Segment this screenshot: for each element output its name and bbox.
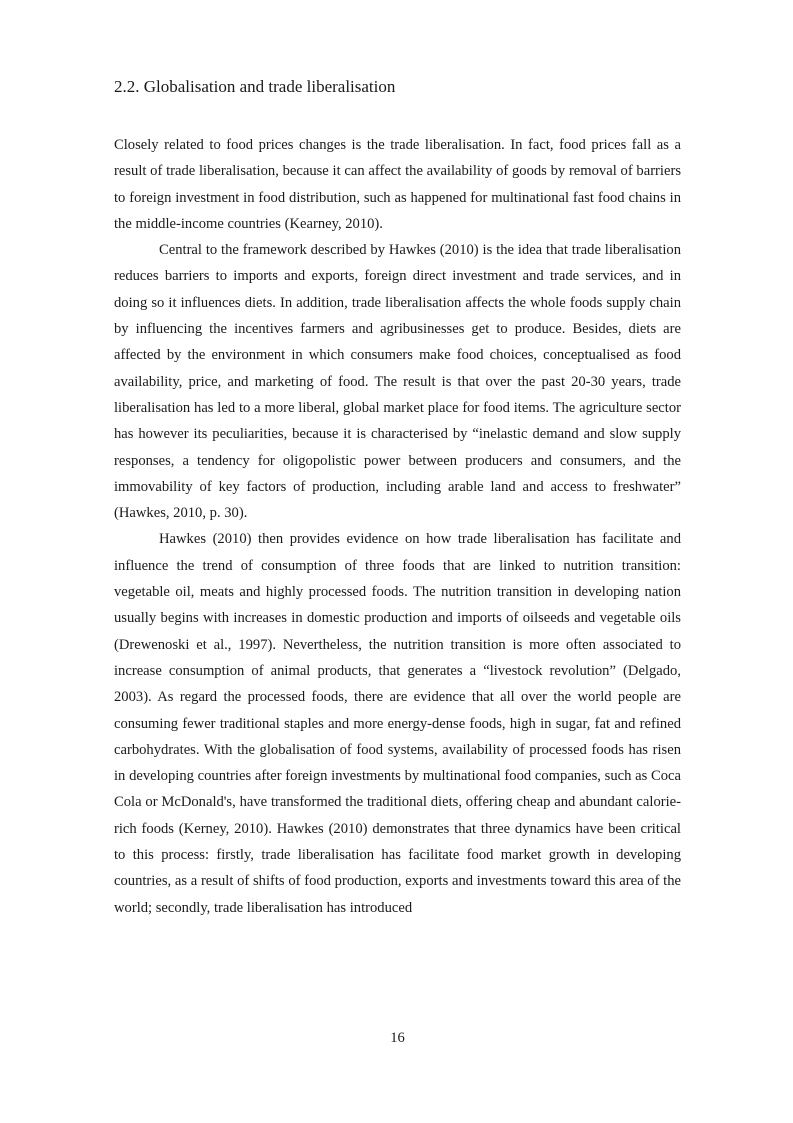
paragraph-2: Central to the framework described by Hawkes (2010) is the idea that trade liberalisation reduces barriers to imports and exports, foreign direct investment and trade services, and in doing so it influences diets. In addition, trade liberalisation affects the whole foods supply chain by influencing the incentives farmers and agribusinesses get to produce. Besides, diets are affected by the environment in which consumers make food choices, conceptualised as food availability, price, and marketing of food. The result is that over the past 20-30 years, trade liberalisation has led to a more liberal, global market place for food items. The agriculture sector has however its peculiarities, because it is characterised by “inelastic demand and slow supply responses, a tendency for oligopolistic power between producers and consumers, and the immovability of key factors of production, including arable land and access to freshwater” (Hawkes, 2010, p. 30). — [114, 242, 681, 522]
body-text — [114, 132, 681, 921]
paragraph-1: Closely related to food prices changes is the trade liberalisation. In fact, food prices fall as a result of trade liberalisation, because it can affect the availability of goods by removal of barriers to foreign investment in food distribution, such as happened for multinational fast food chains in the middle-income countries (Kearney, 2010). — [114, 137, 681, 232]
paragraph-3: Hawkes (2010) then provides evidence on how trade liberalisation has facilitate and influence the trend of consumption of three foods that are linked to nutrition transition: vegetable oil, meats and highly processed foods. The nutrition transition in developing nation usually begins with increases in domestic production and imports of oilseeds and vegetable oils (Drewenoski et al., 1997). Nevertheless, the nutrition transition is more often associated to increase consumption of animal products, that generates a “livestock revolution” (Delgado, 2003). As regard the processed foods, there are evidence that all over the world people are consuming fewer traditional staples and more energy-dense foods, high in sugar, fat and refined carbohydrates. With the globalisation of food systems, availability of processed foods has risen in developing countries after foreign investments by multinational food companies, such as Coca Cola or McDonald's, have transformed the traditional diets, offering cheap and abundant calorie-rich foods (Kerney, 2010). Hawkes (2010) demonstrates that three dynamics have been critical to this process: firstly, trade liberalisation has facilitate food market growth in developing countries, as a result of shifts of food production, exports and investments toward this area of the world; secondly, trade liberalisation has introduced — [114, 531, 681, 916]
section-heading: 2.2. Globalisation and trade liberalisation — [114, 77, 396, 96]
page-number: 16 — [390, 1030, 405, 1046]
